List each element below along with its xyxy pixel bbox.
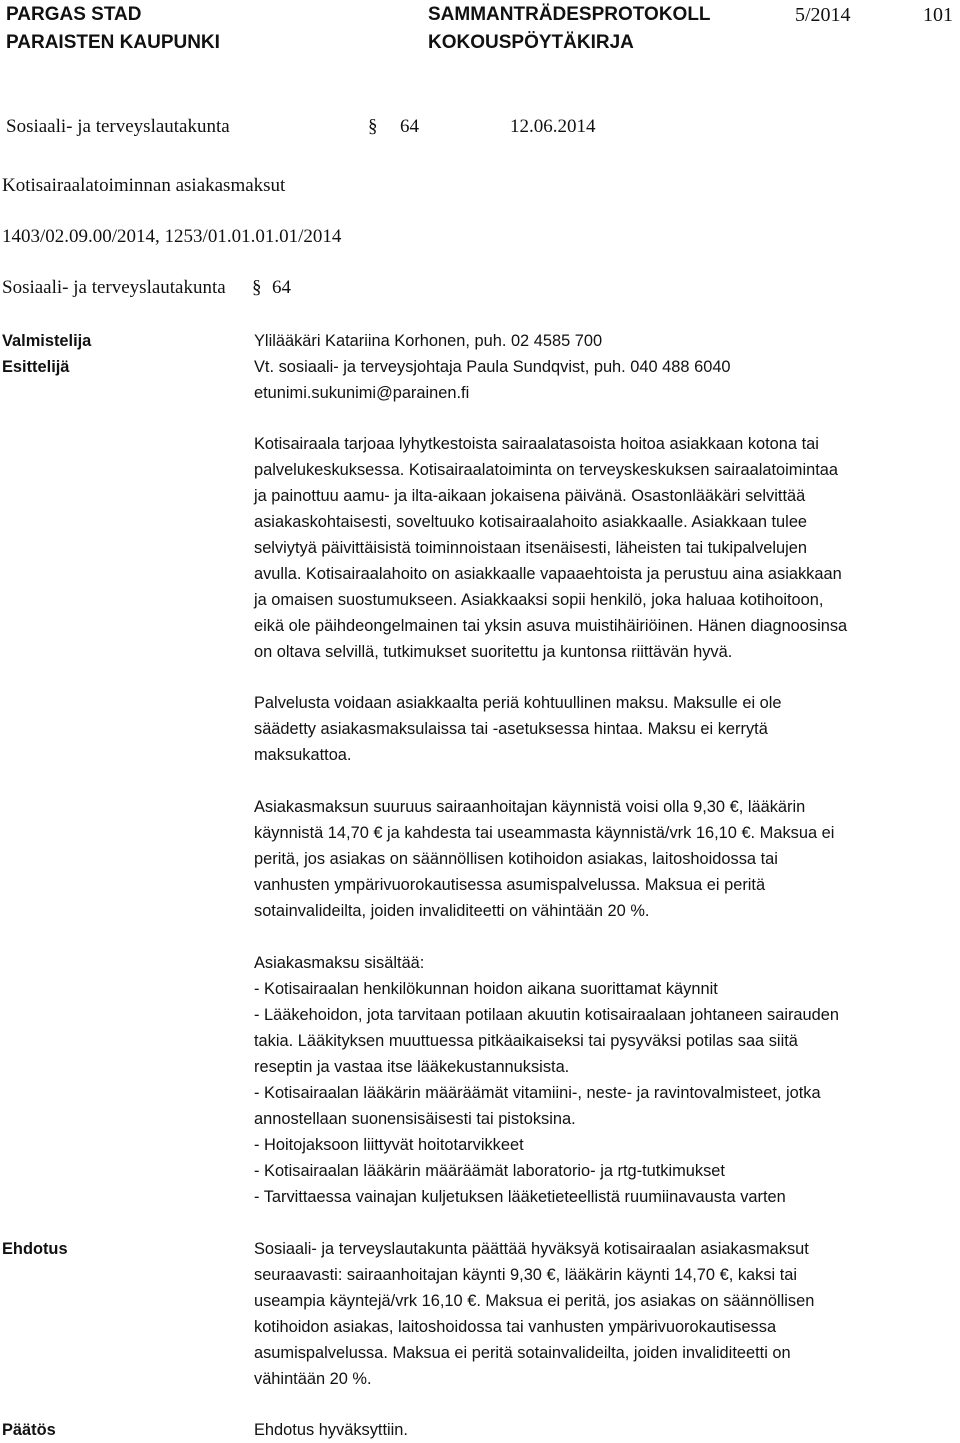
text-line: Sosiaali- ja terveyslautakunta päättää hyväksyä kotisairaalan asiakasmaksut: [254, 1240, 809, 1258]
section-sign-icon: §: [252, 277, 262, 298]
section-line-number: 64: [272, 277, 291, 298]
text-line: Palvelusta voidaan asiakkaalta periä kohtuullinen maksu. Maksulle ei ole: [254, 694, 782, 712]
text-line: Asiakasmaksun suuruus sairaanhoitajan käynnistä voisi olla 9,30 €, lääkärin: [254, 798, 806, 816]
decision-label: Päätös: [2, 1421, 56, 1439]
text-line: on oltava selvillä, tutkimukset suoritettu ja kuntonsa riittävän hyvä.: [254, 643, 733, 661]
meeting-board: Sosiaali- ja terveyslautakunta: [6, 116, 230, 137]
text-line: palvelukeskuksessa. Kotisairaalatoiminta on terveyskeskuksen sairaalatoimintaa: [254, 461, 838, 479]
text-line: ja omaisen suostumukseen. Asiakkaaksi sopii henkilö, joka haluaa kotihoitoon,: [254, 591, 824, 609]
org-name-finnish: PARAISTEN KAUPUNKI: [6, 32, 220, 53]
text-line: maksukattoa.: [254, 746, 352, 764]
presenter-text: Vt. sosiaali- ja terveysjohtaja Paula Sundqvist, puh. 040 488 6040: [254, 358, 731, 376]
text-line: peritä, jos asiakas on säännöllisen kotihoidon asiakas, laitoshoidossa tai: [254, 850, 778, 868]
text-line: Asiakasmaksu sisältää:: [254, 954, 425, 972]
preparer-text: Ylilääkäri Katariina Korhonen, puh. 02 4585 700: [254, 332, 603, 350]
text-line: useampia käyntejä/vrk 16,10 €. Maksua ei peritä, jos asiakas on säännöllisen: [254, 1292, 815, 1310]
presenter-label: Esittelijä: [2, 358, 70, 376]
paragraph-fee-basis: [254, 690, 960, 768]
text-line: säädetty asiakasmaksulaissa tai -asetuksessa hintaa. Maksu ei kerrytä: [254, 720, 768, 738]
list-item: - Kotisairaalan lääkärin määräämät vitamiini-, neste- ja ravintovalmisteet, jotka: [254, 1084, 821, 1102]
meeting-section-number: 64: [400, 116, 419, 137]
text-line: seuraavasti: sairaanhoitajan käynti 9,30 €, lääkärin käynti 14,70 €, kaksi tai: [254, 1266, 798, 1284]
text-line: selviytyä päivittäisistä toiminnoistaan itsenäisesti, läheisten tai tukipalvelujen: [254, 539, 808, 557]
text-line: vanhusten ympärivuorokautisessa asumispalvelussa. Maksua ei peritä: [254, 876, 766, 894]
list-item: - Hoitojaksoon liittyvät hoitotarvikkeet: [254, 1136, 524, 1154]
preparer-label: Valmistelija: [2, 332, 92, 350]
page-number: 101: [923, 4, 953, 26]
list-item: - Lääkehoidon, jota tarvitaan potilaan akuutin kotisairaalaan johtaneen sairauden: [254, 1006, 840, 1024]
reference-numbers: 1403/02.09.00/2014, 1253/01.01.01.01/2014: [2, 226, 342, 247]
meeting-date: 12.06.2014: [510, 116, 596, 137]
paragraph-fee-contents: [254, 950, 960, 1210]
text-line: asiakaskohtaisesti, soveltuuko kotisairaalahoito asiakkaalle. Asiakkaan tulee: [254, 513, 808, 531]
decision-text: Ehdotus hyväksyttiin.: [254, 1421, 408, 1439]
subject-title: Kotisairaalatoiminnan asiakasmaksut: [2, 175, 286, 196]
presenter-email: etunimi.sukunimi@parainen.fi: [254, 384, 470, 402]
doc-type-finnish: KOKOUSPÖYTÄKIRJA: [428, 32, 634, 53]
text-line: käynnistä 14,70 € ja kahdesta tai useammasta käynnistä/vrk 16,10 €. Maksua ei: [254, 824, 835, 842]
org-name-swedish: PARGAS STAD: [6, 4, 142, 25]
list-item: - Tarvittaessa vainajan kuljetuksen lääketieteellistä ruumiinavausta varten: [254, 1188, 786, 1206]
proposal-text: [254, 1236, 960, 1392]
text-line: sotainvalideilta, joiden invaliditeetti on vähintään 20 %.: [254, 902, 650, 920]
text-line: Kotisairaala tarjoaa lyhytkestoista sairaalatasoista hoitoa asiakkaan kotona tai: [254, 435, 819, 453]
text-line: reseptin ja vastaa itse lääkekustannuksista.: [254, 1058, 570, 1076]
list-item: - Kotisairaalan lääkärin määräämät laboratorio- ja rtg-tutkimukset: [254, 1162, 725, 1180]
text-line: annostellaan suonensisäisesti tai pistoksina.: [254, 1110, 576, 1128]
proposal-label: Ehdotus: [2, 1240, 68, 1258]
list-item: - Kotisairaalan henkilökunnan hoidon aikana suorittamat käynnit: [254, 980, 718, 998]
text-line: vähintään 20 %.: [254, 1370, 372, 1388]
paragraph-fee-amounts: [254, 794, 960, 924]
text-line: avulla. Kotisairaalahoito on asiakkaalle vapaaehtoista ja perustuu aina asiakkaan: [254, 565, 842, 583]
section-sign-icon: §: [368, 116, 378, 137]
issue-number: 5/2014: [795, 4, 851, 26]
text-line: asumispalvelussa. Maksua ei peritä sotainvalideilta, joiden invaliditeetti on: [254, 1344, 791, 1362]
paragraph-description: [254, 431, 960, 665]
text-line: takia. Lääkityksen muuttuessa pitkäaikaiseksi tai pysyväksi potilas saa siitä: [254, 1032, 798, 1050]
text-line: eikä ole päihdeongelmainen tai yksin asuva muistihäiriöinen. Hänen diagnoosinsa: [254, 617, 848, 635]
text-line: ja painottuu aamu- ja ilta-aikaan jokaisena päivänä. Osastonlääkäri selvittää: [254, 487, 806, 505]
section-line-board: Sosiaali- ja terveyslautakunta: [2, 277, 226, 298]
text-line: kotihoidon asiakas, laitoshoidossa tai vanhusten ympärivuorokautisessa: [254, 1318, 777, 1336]
doc-type-swedish: SAMMANTRÄDESPROTOKOLL: [428, 4, 711, 25]
